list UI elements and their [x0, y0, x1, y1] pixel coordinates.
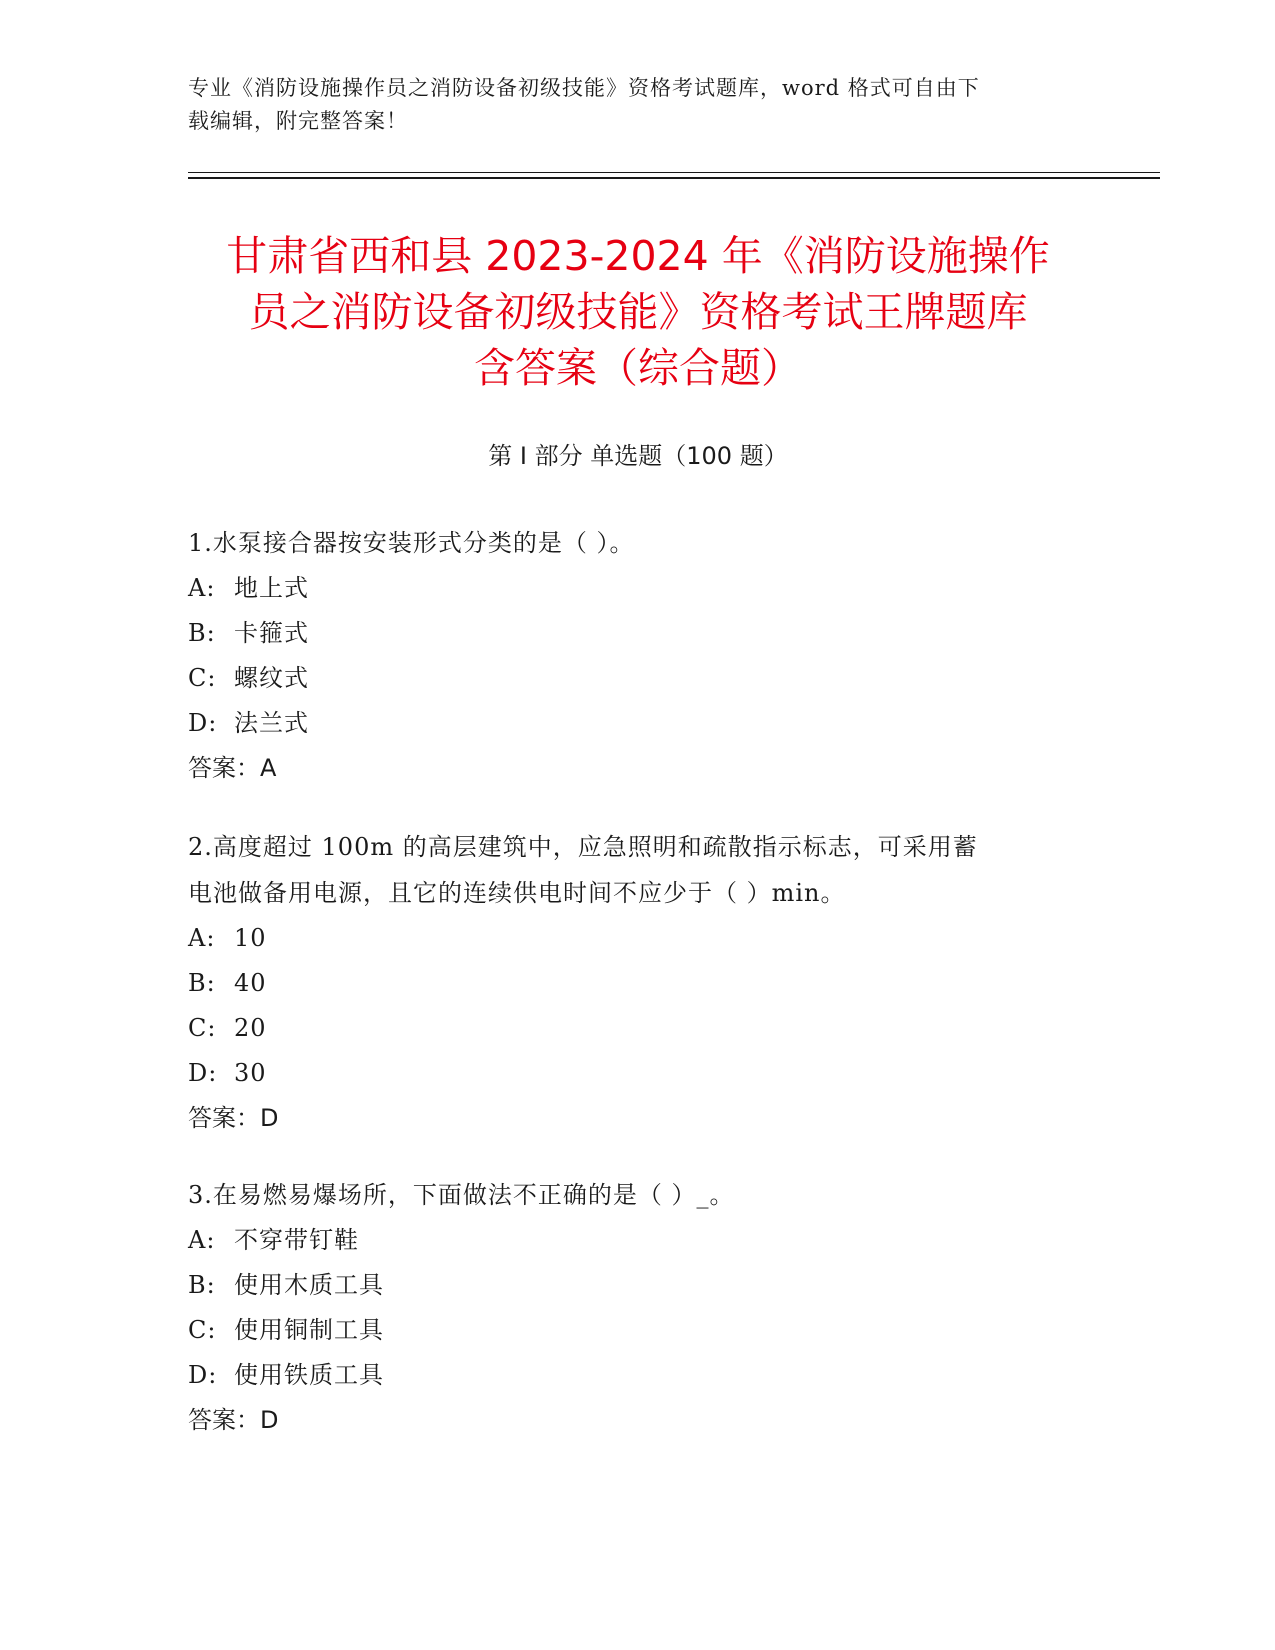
option-text: 螺纹式: [234, 664, 309, 692]
question-2: [188, 824, 1088, 1141]
option-letter: B:: [188, 619, 216, 647]
option-d: [188, 1051, 1088, 1096]
option-text: 使用铁质工具: [234, 1361, 384, 1389]
option-b: [188, 1263, 1088, 1308]
section-heading: 第 I 部分 单选题（100 题）: [488, 442, 788, 470]
option-c: [188, 1006, 1088, 1051]
header-note: [188, 72, 1068, 138]
question-stem: 3.在易燃易爆场所，下面做法不正确的是（ ）_。: [188, 1181, 735, 1209]
option-d: [188, 1353, 1088, 1398]
option-letter: D:: [188, 1361, 218, 1389]
header-note-line-2: 载编辑，附完整答案！: [188, 109, 408, 133]
option-text: 使用铜制工具: [234, 1316, 384, 1344]
option-c: [188, 1308, 1088, 1353]
title-line-3: 含答案（综合题）: [474, 344, 802, 392]
option-a: [188, 566, 1088, 611]
option-letter: B:: [188, 1271, 216, 1299]
option-d: [188, 701, 1088, 746]
question-1: [188, 520, 1088, 791]
title-line-1: 甘肃省西和县 2023-2024 年《消防设施操作: [226, 232, 1050, 280]
header-divider-top: [188, 172, 1160, 173]
question-3: [188, 1172, 1088, 1443]
option-text: 法兰式: [234, 709, 309, 737]
option-text: 10: [234, 924, 267, 952]
option-letter: C:: [188, 1316, 217, 1344]
option-letter: A:: [188, 574, 216, 602]
option-b: [188, 961, 1088, 1006]
option-a: [188, 1218, 1088, 1263]
question-stem-line-2: 电池做备用电源，且它的连续供电时间不应少于（ ）min。: [188, 879, 846, 907]
header-note-line-1: 专业《消防设施操作员之消防设备初级技能》资格考试题库，word 格式可自由下: [188, 76, 980, 100]
option-text: 30: [234, 1059, 267, 1087]
answer-label: 答案：D: [188, 1104, 279, 1132]
option-letter: D:: [188, 1059, 218, 1087]
answer-label: 答案：D: [188, 1406, 279, 1434]
option-letter: C:: [188, 1014, 217, 1042]
option-text: 不穿带钉鞋: [234, 1226, 359, 1254]
option-letter: A:: [188, 924, 216, 952]
option-text: 地上式: [234, 574, 309, 602]
title-line-2: 员之消防设备初级技能》资格考试王牌题库: [248, 288, 1028, 336]
option-letter: B:: [188, 969, 216, 997]
option-letter: D:: [188, 709, 218, 737]
option-text: 使用木质工具: [234, 1271, 384, 1299]
option-letter: A:: [188, 1226, 216, 1254]
document-title: [188, 228, 1088, 396]
option-text: 卡箍式: [234, 619, 309, 647]
option-c: [188, 656, 1088, 701]
answer-label: 答案：A: [188, 754, 277, 782]
option-b: [188, 611, 1088, 656]
option-a: [188, 916, 1088, 961]
header-divider-bottom: [188, 177, 1160, 179]
question-stem: 1.水泵接合器按安装形式分类的是（ ）。: [188, 529, 635, 557]
option-letter: C:: [188, 664, 217, 692]
option-text: 20: [234, 1014, 267, 1042]
question-stem-line-1: 2.高度超过 100m 的高层建筑中，应急照明和疏散指示标志，可采用蓄: [188, 833, 978, 861]
option-text: 40: [234, 969, 267, 997]
